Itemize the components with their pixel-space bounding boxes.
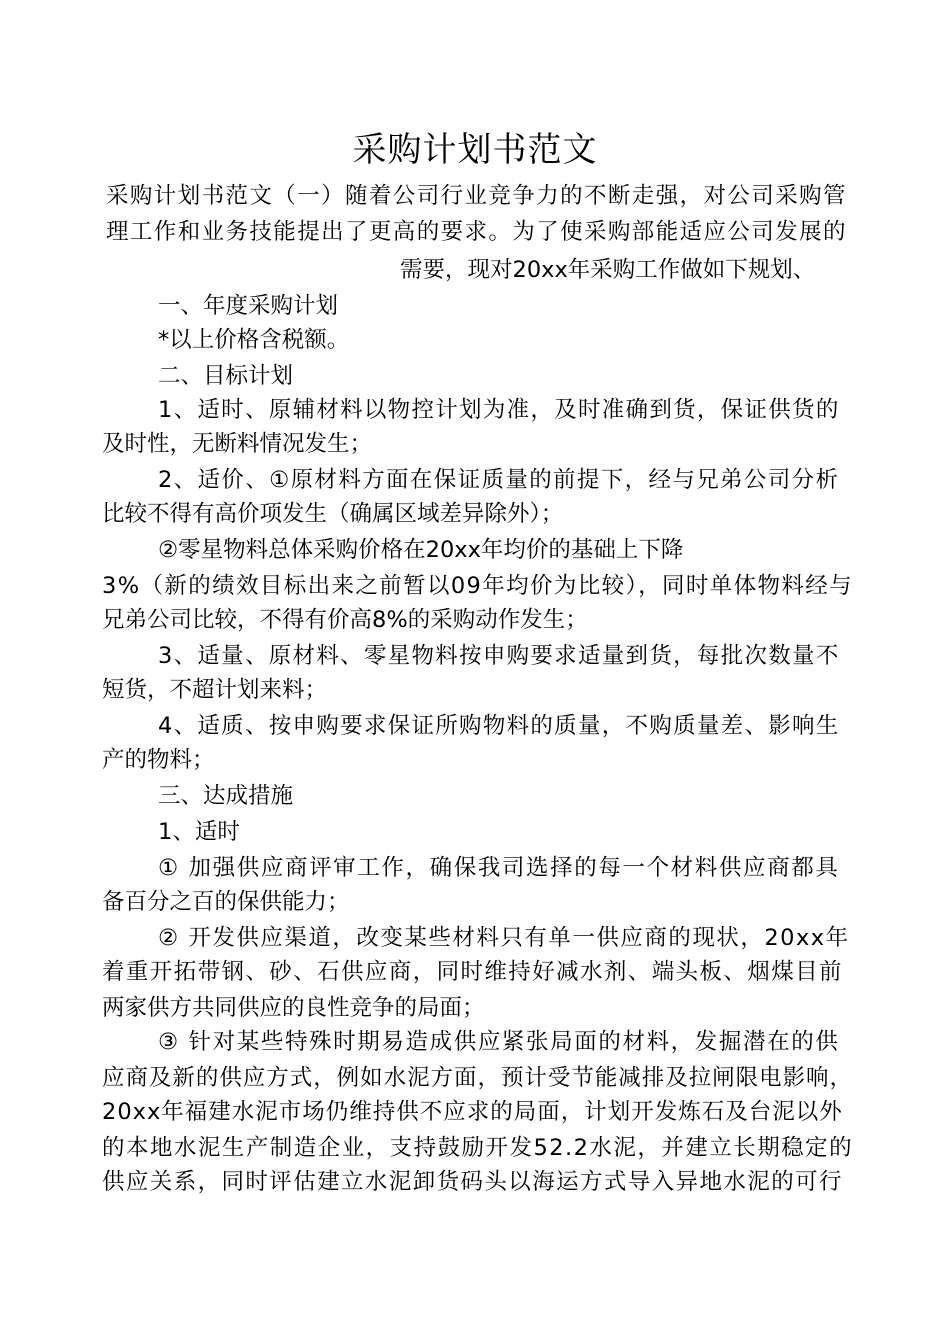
text-line: *以上价格含税额。: [158, 327, 350, 353]
text-line: 供应关系，同时评估建立水泥卸货码头以海运方式导入异地水泥的可行: [102, 1169, 843, 1195]
text-line: 采购计划书范文（一）随着公司行业竞争力的不断走强，对公司采购管: [106, 183, 847, 209]
text-line: 4、适质、按申购要求保证所购物料的质量，不购质量差、影响生: [158, 713, 840, 739]
subsection-heading: 1、适时: [158, 819, 240, 845]
text-line: 3、适量、原材料、零星物料按申购要求适量到货，每批次数量不: [158, 643, 840, 669]
text-line: 20xx年福建水泥市场仍维持供不应求的局面，计划开发炼石及台泥以外: [102, 1099, 843, 1125]
section-heading: 三、达成措施: [158, 783, 294, 809]
text-line: ② 开发供应渠道，改变某些材料只有单一供应商的现状，20xx年: [158, 925, 850, 951]
text-line: 及时性，无断料情况发生；: [102, 431, 373, 457]
section-heading: 二、目标计划: [158, 363, 294, 389]
text-line: 短货，不超计划来料；: [102, 677, 328, 703]
text-line: 3%（新的绩效目标出来之前暂以09年均价为比较），同时单体物料经与: [102, 573, 853, 599]
text-line: 1、适时、原辅材料以物控计划为准，及时准确到货，保证供货的: [158, 397, 840, 423]
text-line: ②零星物料总体采购价格在20xx年均价的基础上下降: [158, 537, 684, 563]
text-line: 的本地水泥生产制造企业，支持鼓励开发52.2水泥，并建立长期稳定的: [102, 1135, 854, 1161]
text-line: 2、适价、①原材料方面在保证质量的前提下，经与兄弟公司分析: [158, 467, 840, 493]
text-line: ③ 针对某些特殊时期易造成供应紧张局面的材料，发掘潜在的供: [158, 1029, 840, 1055]
text-line: 理工作和业务技能提出了更高的要求。为了使采购部能适应公司发展的: [106, 219, 847, 245]
document-title: 采购计划书范文: [352, 130, 598, 170]
text-line: 兄弟公司比较，不得有价高8%的采购动作发生；: [102, 607, 588, 633]
text-line: 着重开拓带钢、砂、石供应商，同时维持好减水剂、端头板、烟煤目前: [102, 959, 843, 985]
text-line: 两家供方共同供应的良性竞争的局面；: [102, 995, 485, 1021]
text-line: 产的物料；: [102, 747, 215, 773]
section-heading: 一、年度采购计划: [158, 293, 339, 319]
text-line: 应商及新的供应方式，例如水泥方面，预计受节能减排及拉闸限电影响，: [102, 1065, 853, 1091]
text-line: 备百分之百的保供能力；: [102, 889, 350, 915]
text-line: ① 加强供应商评审工作，确保我司选择的每一个材料供应商都具: [158, 855, 840, 881]
text-line: 比较不得有高价项发生（确属区域差异除外）；: [102, 501, 564, 527]
text-line: 需要，现对20xx年采购工作做如下规划、: [400, 257, 816, 283]
